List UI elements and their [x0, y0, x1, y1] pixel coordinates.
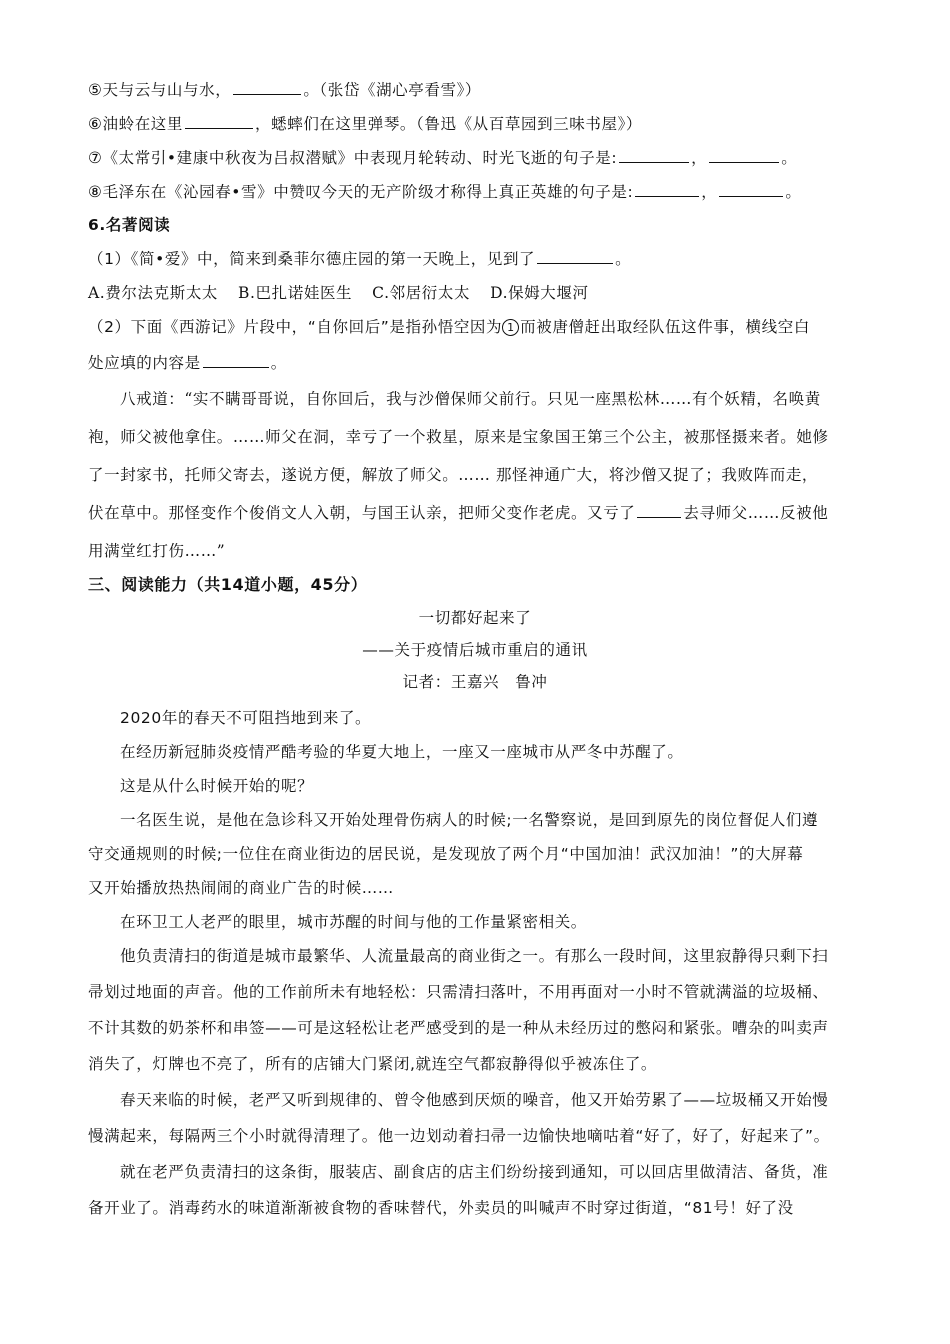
- article-paragraph: 在环卫工人老严的眼里，城市苏醒的时间与他的工作量紧密相关。: [120, 913, 587, 931]
- article-paragraph: 一名医生说，是他在急诊科又开始处理骨伤病人的时候;一名警察说，是回到原先的岗位督促人们遵: [120, 811, 819, 829]
- excerpt-line: 八戒道：“实不瞒哥哥说，自你回后，我与沙僧保师父前行。只见一座黑松林……有个妖精，名唤黄: [120, 390, 821, 408]
- article-line: 消失了，灯牌也不亮了，所有的店铺大门紧闭,就连空气都寂静得似乎被冻住了。: [88, 1055, 658, 1073]
- q6-number: ⑥: [88, 115, 103, 133]
- article-paragraph: 春天来临的时候，老严又听到规律的、曾令他感到厌烦的噪音，他又开始劳累了——垃圾桶又开始慢: [120, 1091, 829, 1109]
- q6-part2-line1: [88, 316, 810, 338]
- poetry-q6: [88, 113, 642, 135]
- section-heading: 三、阅读能力（共14道小题，45分）: [88, 575, 368, 594]
- poetry-q7: [88, 147, 797, 169]
- option-a[interactable]: A.费尔法克斯太太: [88, 284, 219, 302]
- poetry-q8: [88, 181, 802, 203]
- article-paragraph: 在经历新冠肺炎疫情严酷考验的华夏大地上，一座又一座城市从严冬中苏醒了。: [120, 743, 684, 761]
- option-c[interactable]: C.邻居衍太太: [372, 284, 471, 302]
- q6-part1-text: （1）《简•爱》中，简来到桑菲尔德庄园的第一天晚上，见到了: [88, 250, 536, 268]
- excerpt-line-4-pre: 伏在草中。那怪变作个俊俏文人入朝，与国王认亲，把师父变作老虎。又亏了: [88, 504, 636, 522]
- q8-answer-blank-1[interactable]: [635, 182, 699, 197]
- q7-prefix: 《太常引•建康中秋夜为吕叔潜赋》中表现月轮转动、时光飞逝的句子是:: [102, 149, 618, 167]
- article-line: 帚划过地面的声音。他的工作前所未有地轻松：只需清扫落叶，不用再面对一小时不管就满溢的垃圾桶、: [88, 983, 829, 1001]
- q6-options: [88, 282, 589, 304]
- excerpt-line: 袍，师父被他拿住。……师父在洞，幸亏了一个救星，原来是宝象国王第三个公主，被那怪摄来者。她修: [88, 428, 829, 446]
- q6-heading: 6.名著阅读: [88, 216, 171, 234]
- option-d[interactable]: D.保姆大堰河: [490, 284, 589, 302]
- q5-suffix: 。（张岱《湖心亭看雪》）: [303, 81, 482, 99]
- article-line: 备开业了。消毒药水的味道渐渐被食物的香味替代，外卖员的叫喊声不时穿过街道，“81号！好了没: [88, 1199, 794, 1217]
- q6-part1-end: 。: [615, 250, 632, 268]
- q8-prefix: 毛泽东在《沁园春•雪》中赞叹今天的无产阶级才称得上真正英雄的句子是:: [102, 183, 634, 201]
- poetry-q5: [88, 79, 481, 101]
- q5-number: ⑤: [88, 81, 103, 99]
- q8-suffix: 。: [785, 183, 802, 201]
- article-line: 慢满起来，每隔两三个小时就得清理了。他一边划动着扫帚一边愉快地嘀咕着“好了，好了，好起来了”。: [88, 1127, 830, 1145]
- circled-number: 1: [502, 319, 519, 336]
- article-subtitle: ——关于疫情后城市重启的通讯: [362, 641, 588, 659]
- article-title: 一切都好起来了: [418, 609, 532, 627]
- excerpt-line-4-post: 去寻师父……反被他: [683, 504, 829, 522]
- q6-part2-text-a: （2）下面《西游记》片段中，“自你回后”是指孙悟空因为: [88, 318, 503, 336]
- q7-separator: ，: [691, 149, 708, 167]
- q6-part2-text-b: 而被唐僧赶出取经队伍这件事，横线空白: [520, 318, 810, 336]
- q8-separator: ，: [701, 183, 718, 201]
- article-paragraph: 这是从什么时候开始的呢？: [120, 777, 314, 795]
- excerpt-line: 用满堂红打伤……”: [88, 542, 226, 560]
- excerpt-blank[interactable]: [637, 503, 681, 518]
- article-paragraph: 他负责清扫的街道是城市最繁华、人流量最高的商业街之一。有那么一段时间，这里寂静得只剩下扫: [120, 947, 829, 965]
- q7-number: ⑦: [88, 149, 103, 167]
- q6-part2-text-c: 处应填的内容是: [88, 354, 201, 372]
- article-paragraph: 就在老严负责清扫的这条街，服装店、副食店的店主们纷纷接到通知，可以回店里做清洁、备货，准: [120, 1163, 829, 1181]
- article-line: 又开始播放热热闹闹的商业广告的时候……: [88, 879, 394, 897]
- q7-answer-blank-1[interactable]: [619, 148, 689, 163]
- excerpt-line: 了一封家书，托师父寄去，遂说方便，解放了师父。…… 那怪神通广大，将沙僧又捉了；我败阵而走，: [88, 466, 819, 484]
- q6-prefix: 油蛉在这里: [102, 115, 184, 133]
- option-b[interactable]: B.巴扎诺娃医生: [238, 284, 353, 302]
- q6-part2-line2: [88, 352, 287, 374]
- q6-part2-blank[interactable]: [203, 353, 269, 368]
- q7-suffix: 。: [781, 149, 798, 167]
- excerpt-line-4: [88, 502, 828, 524]
- q8-number: ⑧: [88, 183, 103, 201]
- q8-answer-blank-2[interactable]: [719, 182, 783, 197]
- article-line: 不计其数的奶茶杯和串签——可是这轻松让老严感受到的是一种从未经历过的憋闷和紧张。嘈杂的叫卖声: [88, 1019, 829, 1037]
- q5-prefix: 天与云与山与水，: [102, 81, 232, 99]
- q6-suffix: ，蟋蟀们在这里弹琴。（鲁迅《从百草园到三味书屋》）: [255, 115, 643, 133]
- q7-answer-blank-2[interactable]: [709, 148, 779, 163]
- article-paragraph: 2020年的春天不可阻挡地到来了。: [120, 709, 372, 727]
- q5-answer-blank[interactable]: [233, 80, 301, 95]
- q6-part1-blank[interactable]: [537, 249, 613, 264]
- q6-part1: [88, 248, 631, 270]
- article-line: 守交通规则的时候;一位住在商业街边的居民说，是发现放了两个月“中国加油！武汉加油！”的大屏幕: [88, 845, 804, 863]
- q6-answer-blank[interactable]: [185, 114, 253, 129]
- q6-part2-end: 。: [270, 354, 287, 372]
- article-byline: 记者：王嘉兴 鲁冲: [402, 673, 548, 691]
